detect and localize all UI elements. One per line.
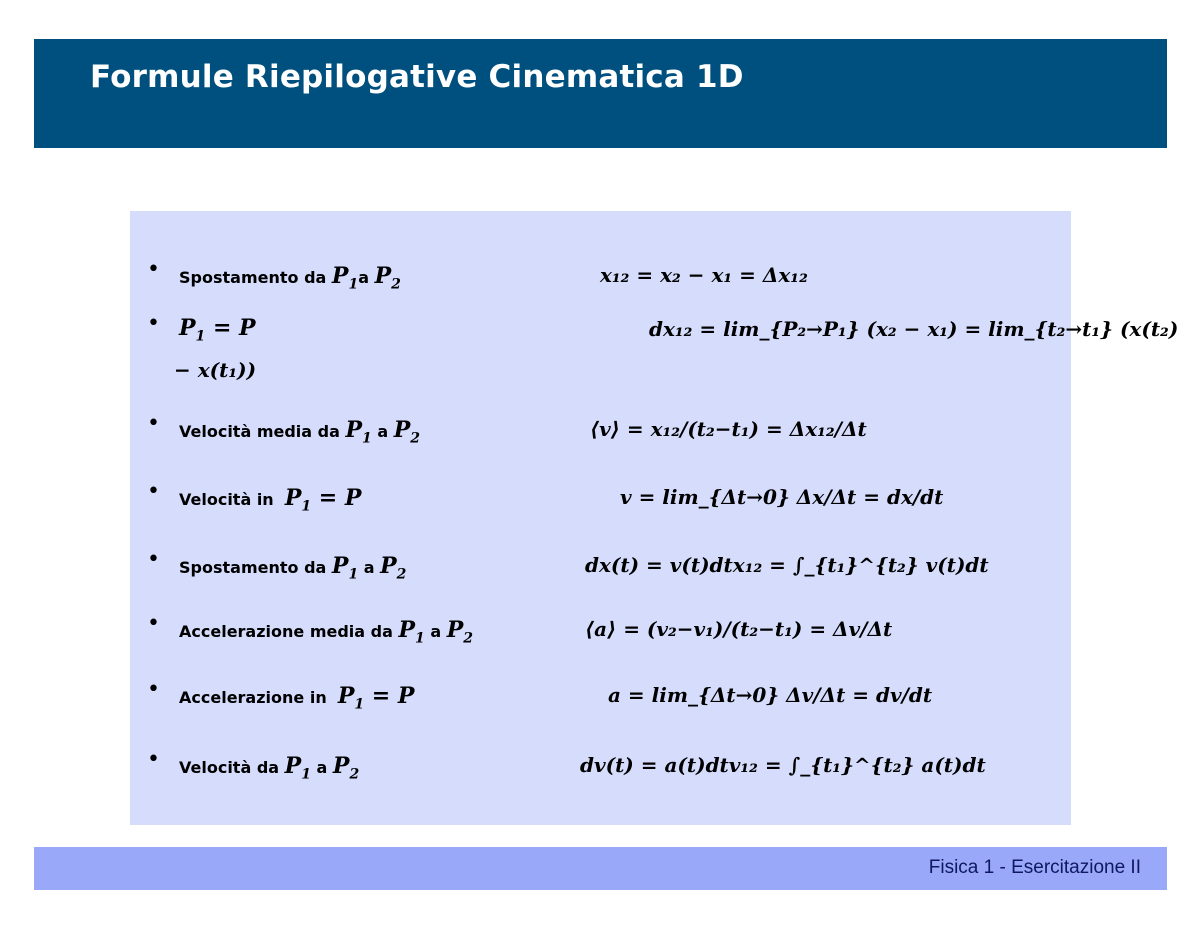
row-label: Velocità in $P_1 = P$ <box>179 485 362 515</box>
row-label: $P_1 = P$ <box>179 315 256 345</box>
row-label: Accelerazione media da $P_1$ a $P_2$ <box>179 617 474 647</box>
slide-title: Formule Riepilogative Cinematica 1D <box>90 59 744 95</box>
row-label: Spostamento da $P_1a$ $P_2$ <box>179 263 401 293</box>
formula-mean-acceleration: ⟨a⟩ = (v₂−v₁)/(t₂−t₁) = Δv/Δt <box>585 617 893 641</box>
row-label: Spostamento da $P_1$ a $P_2$ <box>179 553 407 583</box>
bullet: • <box>147 411 160 436</box>
row-label: Accelerazione in $P_1 = P$ <box>179 683 415 713</box>
bullet: • <box>147 677 160 702</box>
bullet: • <box>147 257 160 282</box>
formula-panel <box>130 211 1179 825</box>
bullet: • <box>147 547 160 572</box>
slide-header <box>34 39 1167 148</box>
formula-velocity: v = lim_{Δt→0} Δx/Δt = dx/dt <box>620 485 944 509</box>
formula-mean-velocity: ⟨v⟩ = x₁₂/(t₂−t₁) = Δx₁₂/Δt <box>590 417 867 441</box>
bullet: • <box>147 479 160 504</box>
row-label: Velocità media da $P_1$ a $P_2$ <box>179 417 421 447</box>
formula-velocity-integral: dv(t) = a(t)dtv₁₂ = ∫_{t₁}^{t₂} a(t)dt <box>580 753 986 777</box>
bullet: • <box>147 611 160 636</box>
formula-acceleration: a = lim_{Δt→0} Δv/Δt = dv/dt <box>608 683 933 707</box>
footer-text: Fisica 1 - Esercitazione II <box>928 857 1141 878</box>
formula-dx-limit: dx₁₂ = lim_{P₂→P₁} (x₂ − x₁) = lim_{t₂→t₁} (x(t₂) <box>649 317 1179 341</box>
row-label: Velocità da $P_1$ a $P_2$ <box>179 753 360 783</box>
slide-footer <box>34 847 1167 890</box>
bullet: • <box>147 747 160 772</box>
formula-continuation: − x(t₁)) <box>174 358 257 382</box>
bullet: • <box>147 311 160 336</box>
formula-displacement-integral: dx(t) = v(t)dtx₁₂ = ∫_{t₁}^{t₂} v(t)dt <box>585 553 989 577</box>
formula-displacement: x₁₂ = x₂ − x₁ = Δx₁₂ <box>600 263 808 287</box>
